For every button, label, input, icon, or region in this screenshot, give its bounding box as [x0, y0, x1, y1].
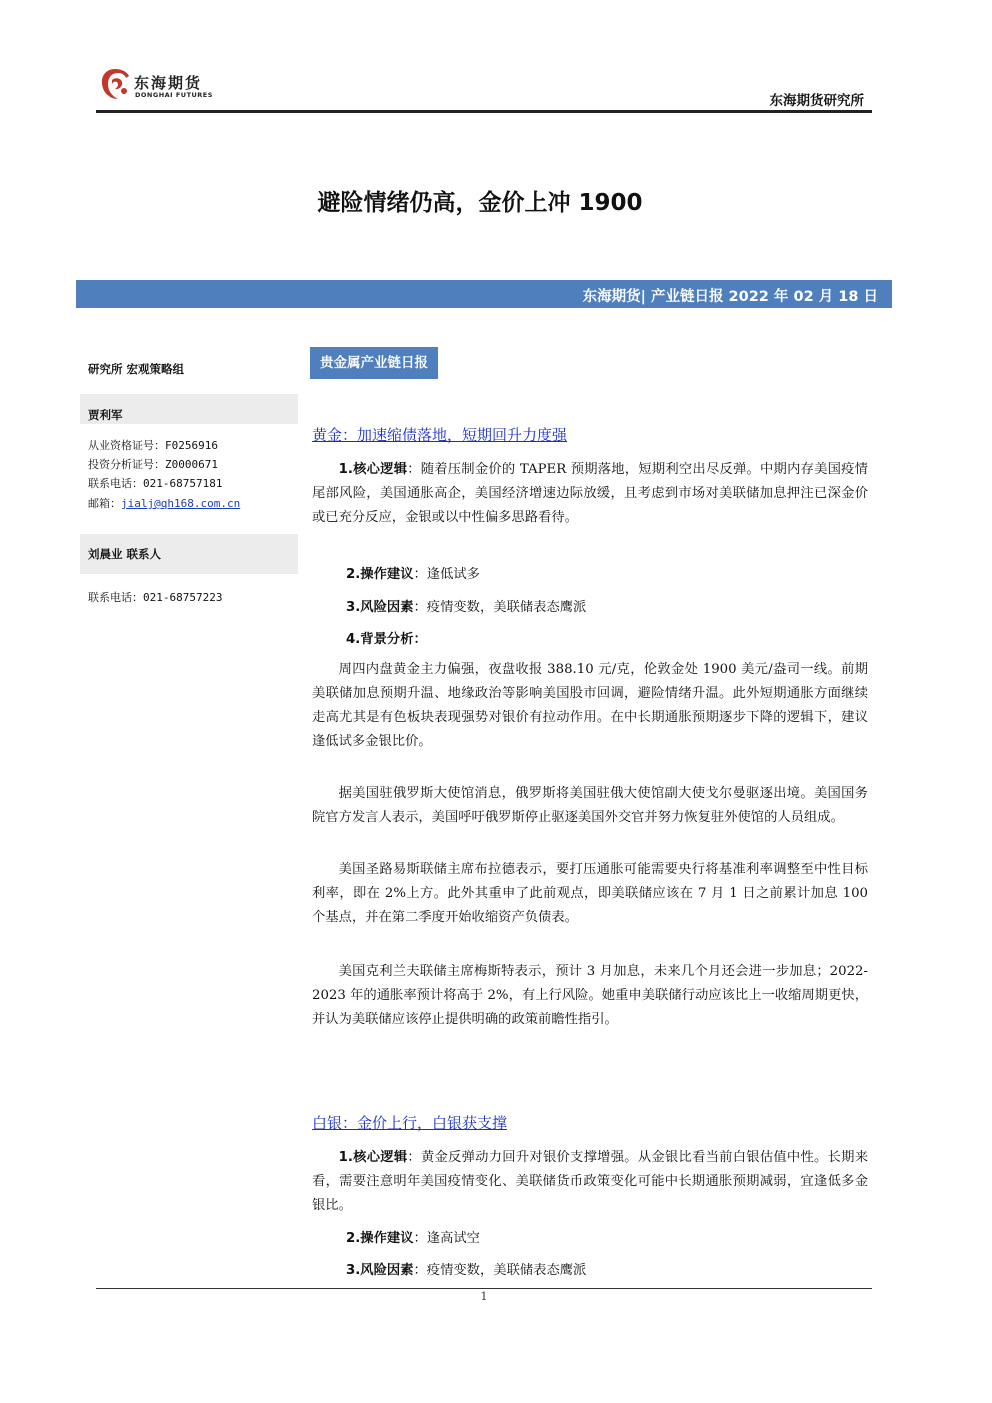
header-divider: [96, 110, 872, 113]
silver-heading-link[interactable]: 白银：金价上行，白银获支撑: [312, 1114, 508, 1132]
silver-core-label: 1.核心逻辑: [338, 1150, 408, 1165]
silver-risk-label: 3.风险因素: [346, 1263, 414, 1278]
gold-core-logic: [312, 458, 868, 530]
gold-core-text: ：随着压制金价的 TAPER 预期落地，短期利空出尽反弹。中期内存美国疫情尾部风险，美国通胀高企，美国经济增速边际放缓，且考虑到市场对美联储加息押注已深金价或已充分反应，金银或以中性偏多思路看待。: [312, 462, 868, 525]
gold-background-heading: [346, 628, 427, 647]
page-number: 1: [480, 1290, 488, 1303]
research-group: 研究所 宏观策略组: [88, 362, 185, 376]
gold-core-label: 1.核心逻辑: [338, 462, 408, 477]
report-banner: [76, 280, 892, 308]
analyst-email-row: [88, 494, 298, 513]
gold-background-para-2: 据美国驻俄罗斯大使馆消息，俄罗斯将美国驻俄大使馆副大使戈尔曼驱逐出境。美国国务院官方发言人表示，美国呼吁俄罗斯停止驱逐美国外交官并努力恢复驻外使馆的人员组成。: [312, 786, 868, 825]
gold-background-para-3: 美国圣路易斯联储主席布拉德表示，要打压通胀可能需要央行将基准利率调整至中性目标利率，即在 2%上方。此外其重申了此前观点，即美联储应该在 7 月 1 日之前累计加息 100 个基点，并在第二季度开始收缩资产负债表。: [312, 862, 868, 925]
silver-risk-text: ：疫情变数，美联储表态鹰派: [413, 1263, 587, 1278]
banner-text: 东海期货| 产业链日报 2022 年 02 月 18 日: [582, 289, 878, 305]
silver-risk: [346, 1259, 586, 1278]
email-link[interactable]: jialj@qh168.com.cn: [121, 497, 241, 510]
gold-op-text: ：逢低试多: [413, 567, 480, 582]
analyst-phone: 联系电话：021-68757181: [88, 477, 223, 490]
contact-name: 刘晨业 联系人: [88, 547, 162, 561]
gold-risk-text: ：疫情变数，美联储表态鹰派: [413, 600, 587, 615]
section-label: 贵金属产业链日报: [310, 347, 438, 379]
contact-phone: 联系电话：021-68757223: [88, 591, 223, 604]
gold-bg-label: 4.背景分析：: [346, 632, 427, 647]
gold-op-label: 2.操作建议: [346, 567, 414, 582]
silver-operation: [346, 1227, 480, 1246]
analyst-cert-1: 从业资格证号：F0256916: [88, 439, 218, 452]
company-logo: [98, 66, 238, 106]
silver-op-text: ：逢高试空: [413, 1231, 480, 1246]
silver-core-logic: [312, 1146, 868, 1218]
analyst-name: 贾利军: [88, 408, 123, 422]
email-label: 邮箱：: [88, 497, 121, 510]
silver-core-text: ：黄金反弹动力回升对银价支撑增强。从金银比看当前白银估值中性。长期来看，需要注意明年美国疫情变化、美联储货币政策变化可能中长期通胀预期减弱，宜逢低多金银比。: [312, 1150, 869, 1213]
footer-divider: [96, 1288, 872, 1289]
logo-chinese-text: 东海期货: [134, 74, 203, 92]
gold-operation: [346, 563, 480, 582]
gold-background-para-4: 美国克利兰夫联储主席梅斯特表示，预计 3 月加息，未来几个月还会进一步加息；2022-2023 年的通胀率预计将高于 2%，有上行风险。她重申美联储行动应该比上一收缩周期更快，并认为美联储应该停止提供明确的政策前瞻性指引。: [312, 964, 868, 1027]
dragon-logo-icon: [98, 66, 132, 102]
logo-english-text: DONGHAI FUTURES: [135, 91, 213, 99]
silver-op-label: 2.操作建议: [346, 1231, 414, 1246]
report-title: 避险情绪仍高，金价上冲 1900: [317, 190, 643, 216]
gold-heading-link[interactable]: 黄金：加速缩债落地，短期回升力度强: [312, 426, 568, 444]
institute-name: 东海期货研究所: [769, 93, 864, 109]
analyst-cert-2: 投资分析证号：Z0000671: [88, 458, 218, 471]
gold-risk: [346, 596, 586, 615]
gold-background-para-1: 周四内盘黄金主力偏强，夜盘收报 388.10 元/克，伦敦金处 1900 美元/盎司一线。前期美联储加息预期升温、地缘政治等影响美国股市回调，避险情绪升温。此外短期通胀方面继续走高尤其是有色板块表现强势对银价有拉动作用。在中长期通胀预期逐步下降的逻辑下，建议逢低试多金银比价。: [312, 662, 868, 749]
gold-risk-label: 3.风险因素: [346, 600, 414, 615]
